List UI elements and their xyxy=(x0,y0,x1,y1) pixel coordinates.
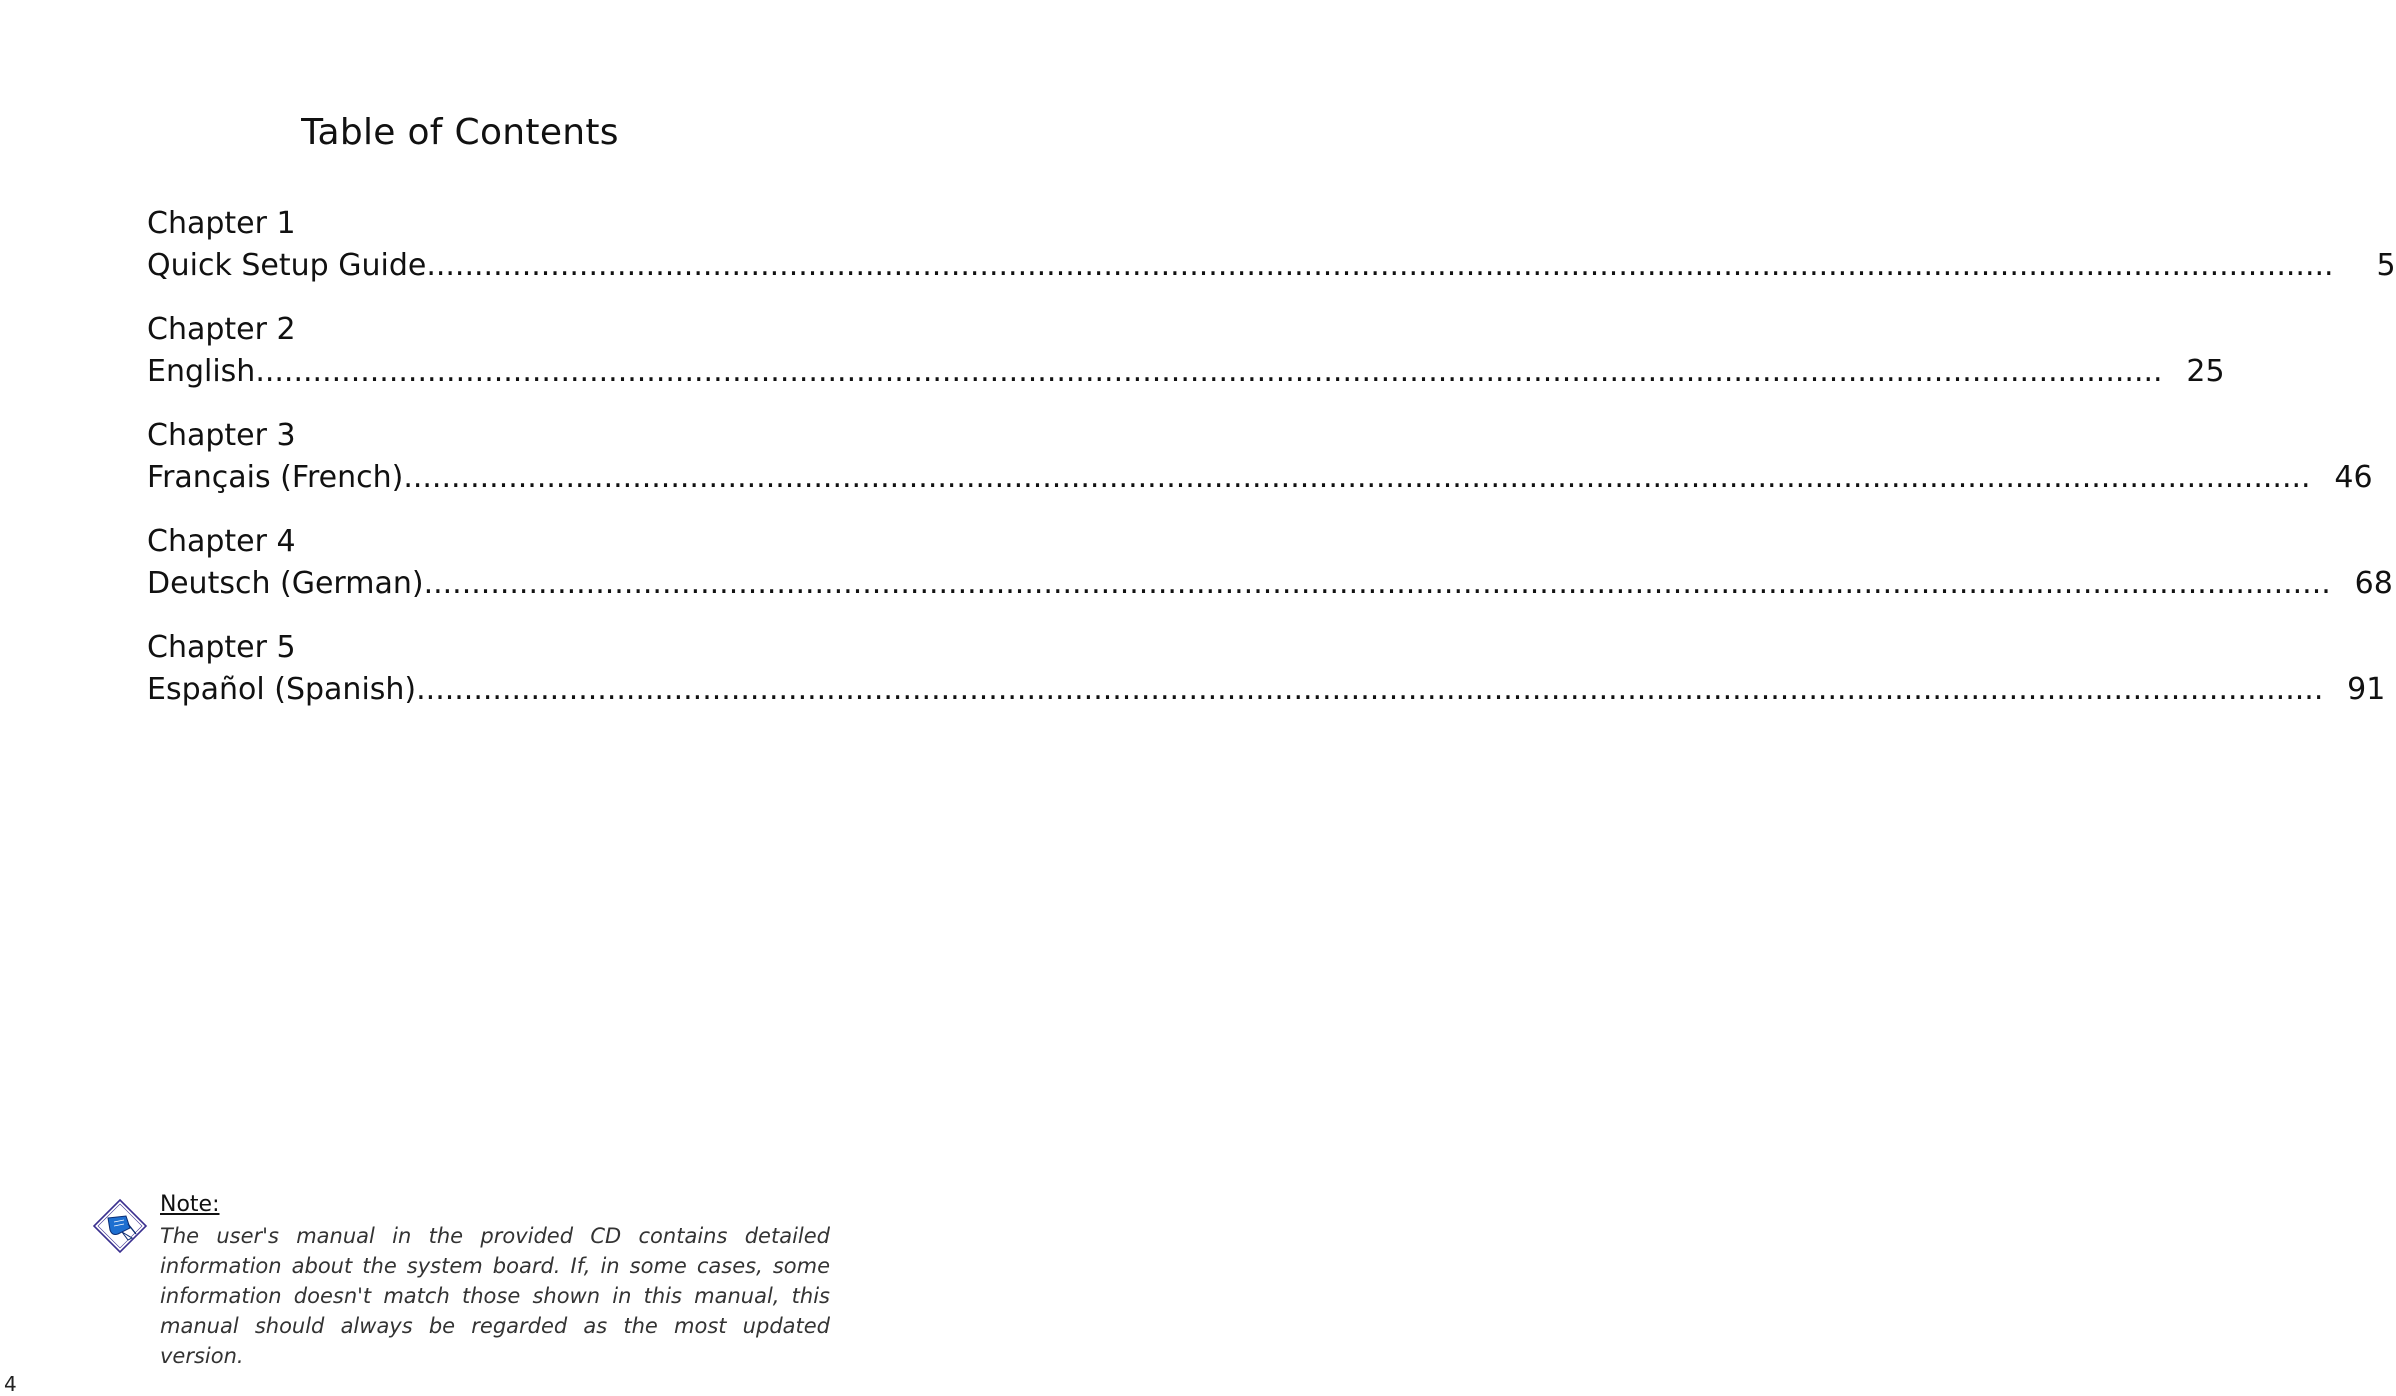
note-label: Note: xyxy=(160,1192,220,1217)
toc-entry xyxy=(147,627,2386,733)
page-number: 4 xyxy=(4,1372,17,1396)
toc-line xyxy=(147,563,2393,605)
toc-entry xyxy=(147,521,2393,627)
toc-title: Français (French) xyxy=(147,460,404,495)
toc-line xyxy=(147,245,2396,287)
toc-page-number: 68 xyxy=(2354,566,2393,601)
toc-entry xyxy=(147,203,2396,309)
toc-entry xyxy=(147,309,2225,415)
toc-page-number: 91 xyxy=(2347,672,2386,707)
page-title: Table of Contents xyxy=(301,112,619,153)
toc-leader-dots: ........................................................................................................................................................................................................ xyxy=(416,672,2324,707)
toc-title: Español (Spanish) xyxy=(147,672,417,707)
toc-chapter-label: Chapter 2 xyxy=(147,312,296,347)
toc-chapter-label: Chapter 5 xyxy=(147,630,296,665)
note-text: The user's manual in the provided CD contains detailed information about the system board. If, in some cases, some information doesn't match those shown in this manual, this manual should always be regarded as the most updated version. xyxy=(160,1224,830,1368)
toc-title: Deutsch (German) xyxy=(147,566,424,601)
toc-chapter-label: Chapter 4 xyxy=(147,524,296,559)
toc-page-number: 25 xyxy=(2186,354,2225,389)
toc-title: Quick Setup Guide xyxy=(147,248,427,283)
toc-leader-dots: ........................................................................................................................................................................................................ xyxy=(403,460,2311,495)
toc-leader-dots: ........................................................................................................................................................................................................ xyxy=(423,566,2331,601)
note-pen-icon xyxy=(92,1198,148,1254)
toc-line xyxy=(147,669,2386,711)
table-of-contents xyxy=(147,203,2396,733)
toc-leader-dots: ........................................................................................................................................................................................................ xyxy=(426,248,2334,283)
toc-leader-dots: ........................................................................................................................................................................................................ xyxy=(255,354,2163,389)
toc-chapter-label: Chapter 3 xyxy=(147,418,296,453)
toc-page-number: 46 xyxy=(2334,460,2373,495)
toc-title: English xyxy=(147,354,256,389)
toc-page-number: 5 xyxy=(2376,248,2396,283)
toc-line xyxy=(147,457,2373,499)
toc-entry xyxy=(147,415,2373,521)
toc-chapter-label: Chapter 1 xyxy=(147,206,296,241)
toc-line xyxy=(147,351,2225,393)
